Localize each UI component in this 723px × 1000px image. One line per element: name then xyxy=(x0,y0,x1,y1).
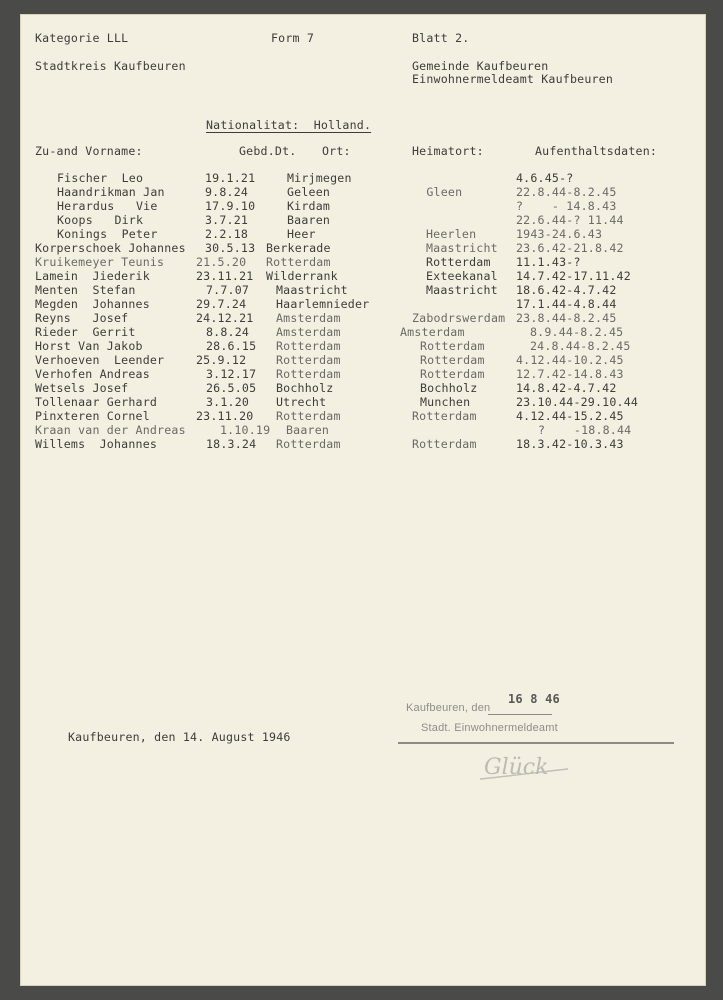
cell-name: Rieder Gerrit xyxy=(35,325,136,339)
cell-name: Haandrikman Jan xyxy=(57,185,165,199)
cell-stay: 23.10.44-29.10.44 xyxy=(516,395,639,409)
cell-home: Zabodrswerdam xyxy=(412,311,506,325)
cell-stay: 22.8.44-8.2.45 xyxy=(516,185,617,199)
cell-birth: 3.12.17 xyxy=(206,367,257,381)
stamp-date: 16 8 46 xyxy=(508,692,560,706)
cell-stay: 4.12.44-10.2.45 xyxy=(516,353,624,367)
cell-stay: 14.8.42-4.7.42 xyxy=(516,381,617,395)
cell-birth: 9.8.24 xyxy=(205,185,249,199)
category-label: Kategorie LLL xyxy=(35,31,129,45)
cell-birth: 18.3.24 xyxy=(206,437,257,451)
document-page xyxy=(20,14,706,986)
cell-home: Gleen xyxy=(412,185,463,199)
cell-birth: 17.9.10 xyxy=(205,199,256,213)
cell-place: Baaren xyxy=(286,423,330,437)
cell-name: Kraan van der Andreas xyxy=(35,423,186,437)
cell-home: Exteekanal xyxy=(426,269,498,283)
cell-place: Rotterdam xyxy=(276,339,341,353)
cell-stay: 24.8.44-8.2.45 xyxy=(530,339,631,353)
signature-text: Glück xyxy=(484,755,549,780)
cell-home: Rotterdam xyxy=(412,409,477,423)
stamp-city-line: Kaufbeuren, den xyxy=(406,702,491,714)
cell-place: Berkerade xyxy=(266,241,331,255)
cell-stay: ? -18.8.44 xyxy=(538,423,632,437)
stamp-office-line: Stadt. Einwohnermeldeamt xyxy=(421,722,558,734)
cell-name: Willems Johannes xyxy=(35,437,158,451)
cell-name: Korperschoek Johannes xyxy=(35,241,186,255)
cell-birth: 25.9.12 xyxy=(196,353,247,367)
cell-birth: 19.1.21 xyxy=(205,171,256,185)
cell-stay: 23.6.42-21.8.42 xyxy=(516,241,624,255)
cell-birth: 26.5.05 xyxy=(206,381,257,395)
registry-office-label: Einwohnermeldeamt Kaufbeuren xyxy=(412,72,614,86)
col-header-birth-date: Gebd.Dt. xyxy=(239,144,297,158)
cell-home: Maastricht xyxy=(426,283,498,297)
form-label: Form 7 xyxy=(271,31,315,45)
cell-place: Rotterdam xyxy=(276,367,341,381)
cell-stay: 18.6.42-4.7.42 xyxy=(516,283,617,297)
cell-home: Heerlen xyxy=(426,227,477,241)
cell-birth: 28.6.15 xyxy=(206,339,257,353)
cell-birth: 29.7.24 xyxy=(196,297,247,311)
district-label: Stadtkreis Kaufbeuren xyxy=(35,59,186,73)
stamp-rule xyxy=(398,742,674,744)
cell-name: Horst Van Jakob xyxy=(35,339,143,353)
place-and-date: Kaufbeuren, den 14. August 1946 xyxy=(68,730,291,744)
col-header-stay-dates: Aufenthaltsdaten: xyxy=(535,144,658,158)
cell-place: Utrecht xyxy=(276,395,327,409)
cell-place: Geleen xyxy=(287,185,331,199)
sheet-number: Blatt 2. xyxy=(412,31,470,45)
cell-home: Rotterdam xyxy=(426,255,491,269)
cell-place: Baaren xyxy=(287,213,331,227)
cell-birth: 3.7.21 xyxy=(205,213,249,227)
cell-name: Kruikemeyer Teunis xyxy=(35,255,165,269)
cell-home: Rotterdam xyxy=(412,437,477,451)
nationality-heading: Nationalitat: Holland. xyxy=(206,118,372,132)
cell-home: Munchen xyxy=(420,395,471,409)
cell-place: Amsterdam xyxy=(276,325,341,339)
cell-place: Bochholz xyxy=(276,381,334,395)
cell-birth: 21.5.20 xyxy=(196,255,247,269)
col-header-name: Zu-and Vorname: xyxy=(35,144,143,158)
cell-place: Rotterdam xyxy=(266,255,331,269)
col-header-birth-place: Ort: xyxy=(322,144,351,158)
cell-name: Fischer Leo xyxy=(57,171,144,185)
signature xyxy=(472,747,582,791)
cell-place: Kirdam xyxy=(287,199,331,213)
cell-place: Mirjmegen xyxy=(287,171,352,185)
cell-place: Rotterdam xyxy=(276,353,341,367)
cell-name: Wetsels Josef xyxy=(35,381,129,395)
cell-birth: 24.12.21 xyxy=(196,311,254,325)
cell-place: Amsterdam xyxy=(276,311,341,325)
cell-place: Rotterdam xyxy=(276,409,341,423)
cell-name: Konings Peter xyxy=(57,227,158,241)
cell-name: Lamein Jiederik xyxy=(35,269,150,283)
cell-stay: 17.1.44-4.8.44 xyxy=(516,297,617,311)
cell-home: Bochholz xyxy=(420,381,478,395)
cell-name: Tollenaar Gerhard xyxy=(35,395,158,409)
cell-place: Rotterdam xyxy=(276,437,341,451)
cell-name: Herardus Vie xyxy=(57,199,158,213)
cell-place: Maastricht xyxy=(276,283,348,297)
cell-place: Wilderrank xyxy=(266,269,338,283)
cell-name: Menten Stefan xyxy=(35,283,136,297)
cell-home: Rotterdam xyxy=(420,353,485,367)
cell-birth: 8.8.24 xyxy=(206,325,250,339)
cell-birth: 30.5.13 xyxy=(205,241,256,255)
municipality-label: Gemeinde Kaufbeuren xyxy=(412,59,549,73)
cell-birth: 23.11.21 xyxy=(196,269,254,283)
col-header-hometown: Heimatort: xyxy=(412,144,484,158)
cell-birth: 3.1.20 xyxy=(206,395,250,409)
cell-stay: 14.7.42-17.11.42 xyxy=(516,269,631,283)
cell-name: Verhofen Andreas xyxy=(35,367,150,381)
cell-place: Haarlemnieder xyxy=(276,297,370,311)
cell-stay: 18.3.42-10.3.43 xyxy=(516,437,624,451)
cell-place: Heer xyxy=(287,227,316,241)
cell-name: Verhoeven Leender xyxy=(35,353,165,367)
cell-name: Megden Johannes xyxy=(35,297,150,311)
cell-birth: 23.11.20 xyxy=(196,409,254,423)
cell-home: Rotterdam xyxy=(420,367,485,381)
cell-stay: 4.12.44-15.2.45 xyxy=(516,409,624,423)
cell-name: Reyns Josef xyxy=(35,311,129,325)
cell-home: Rotterdam xyxy=(420,339,485,353)
cell-stay: 8.9.44-8.2.45 xyxy=(530,325,624,339)
cell-home: Amsterdam xyxy=(400,325,465,339)
cell-stay: 12.7.42-14.8.43 xyxy=(516,367,624,381)
stamp-date-underline xyxy=(488,714,552,715)
cell-stay: 1943-24.6.43 xyxy=(516,227,603,241)
cell-name: Pinxteren Cornel xyxy=(35,409,150,423)
cell-birth: 7.7.07 xyxy=(206,283,250,297)
cell-stay: 11.1.43-? xyxy=(516,255,581,269)
cell-home: Maastricht xyxy=(426,241,498,255)
cell-stay: ? - 14.8.43 xyxy=(516,199,617,213)
cell-stay: 22.6.44-? 11.44 xyxy=(516,213,624,227)
cell-name: Koops Dirk xyxy=(57,213,144,227)
cell-birth: 1.10.19 xyxy=(220,423,271,437)
cell-stay: 4.6.45-? xyxy=(516,171,574,185)
cell-birth: 2.2.18 xyxy=(205,227,249,241)
cell-stay: 23.8.44-8.2.45 xyxy=(516,311,617,325)
